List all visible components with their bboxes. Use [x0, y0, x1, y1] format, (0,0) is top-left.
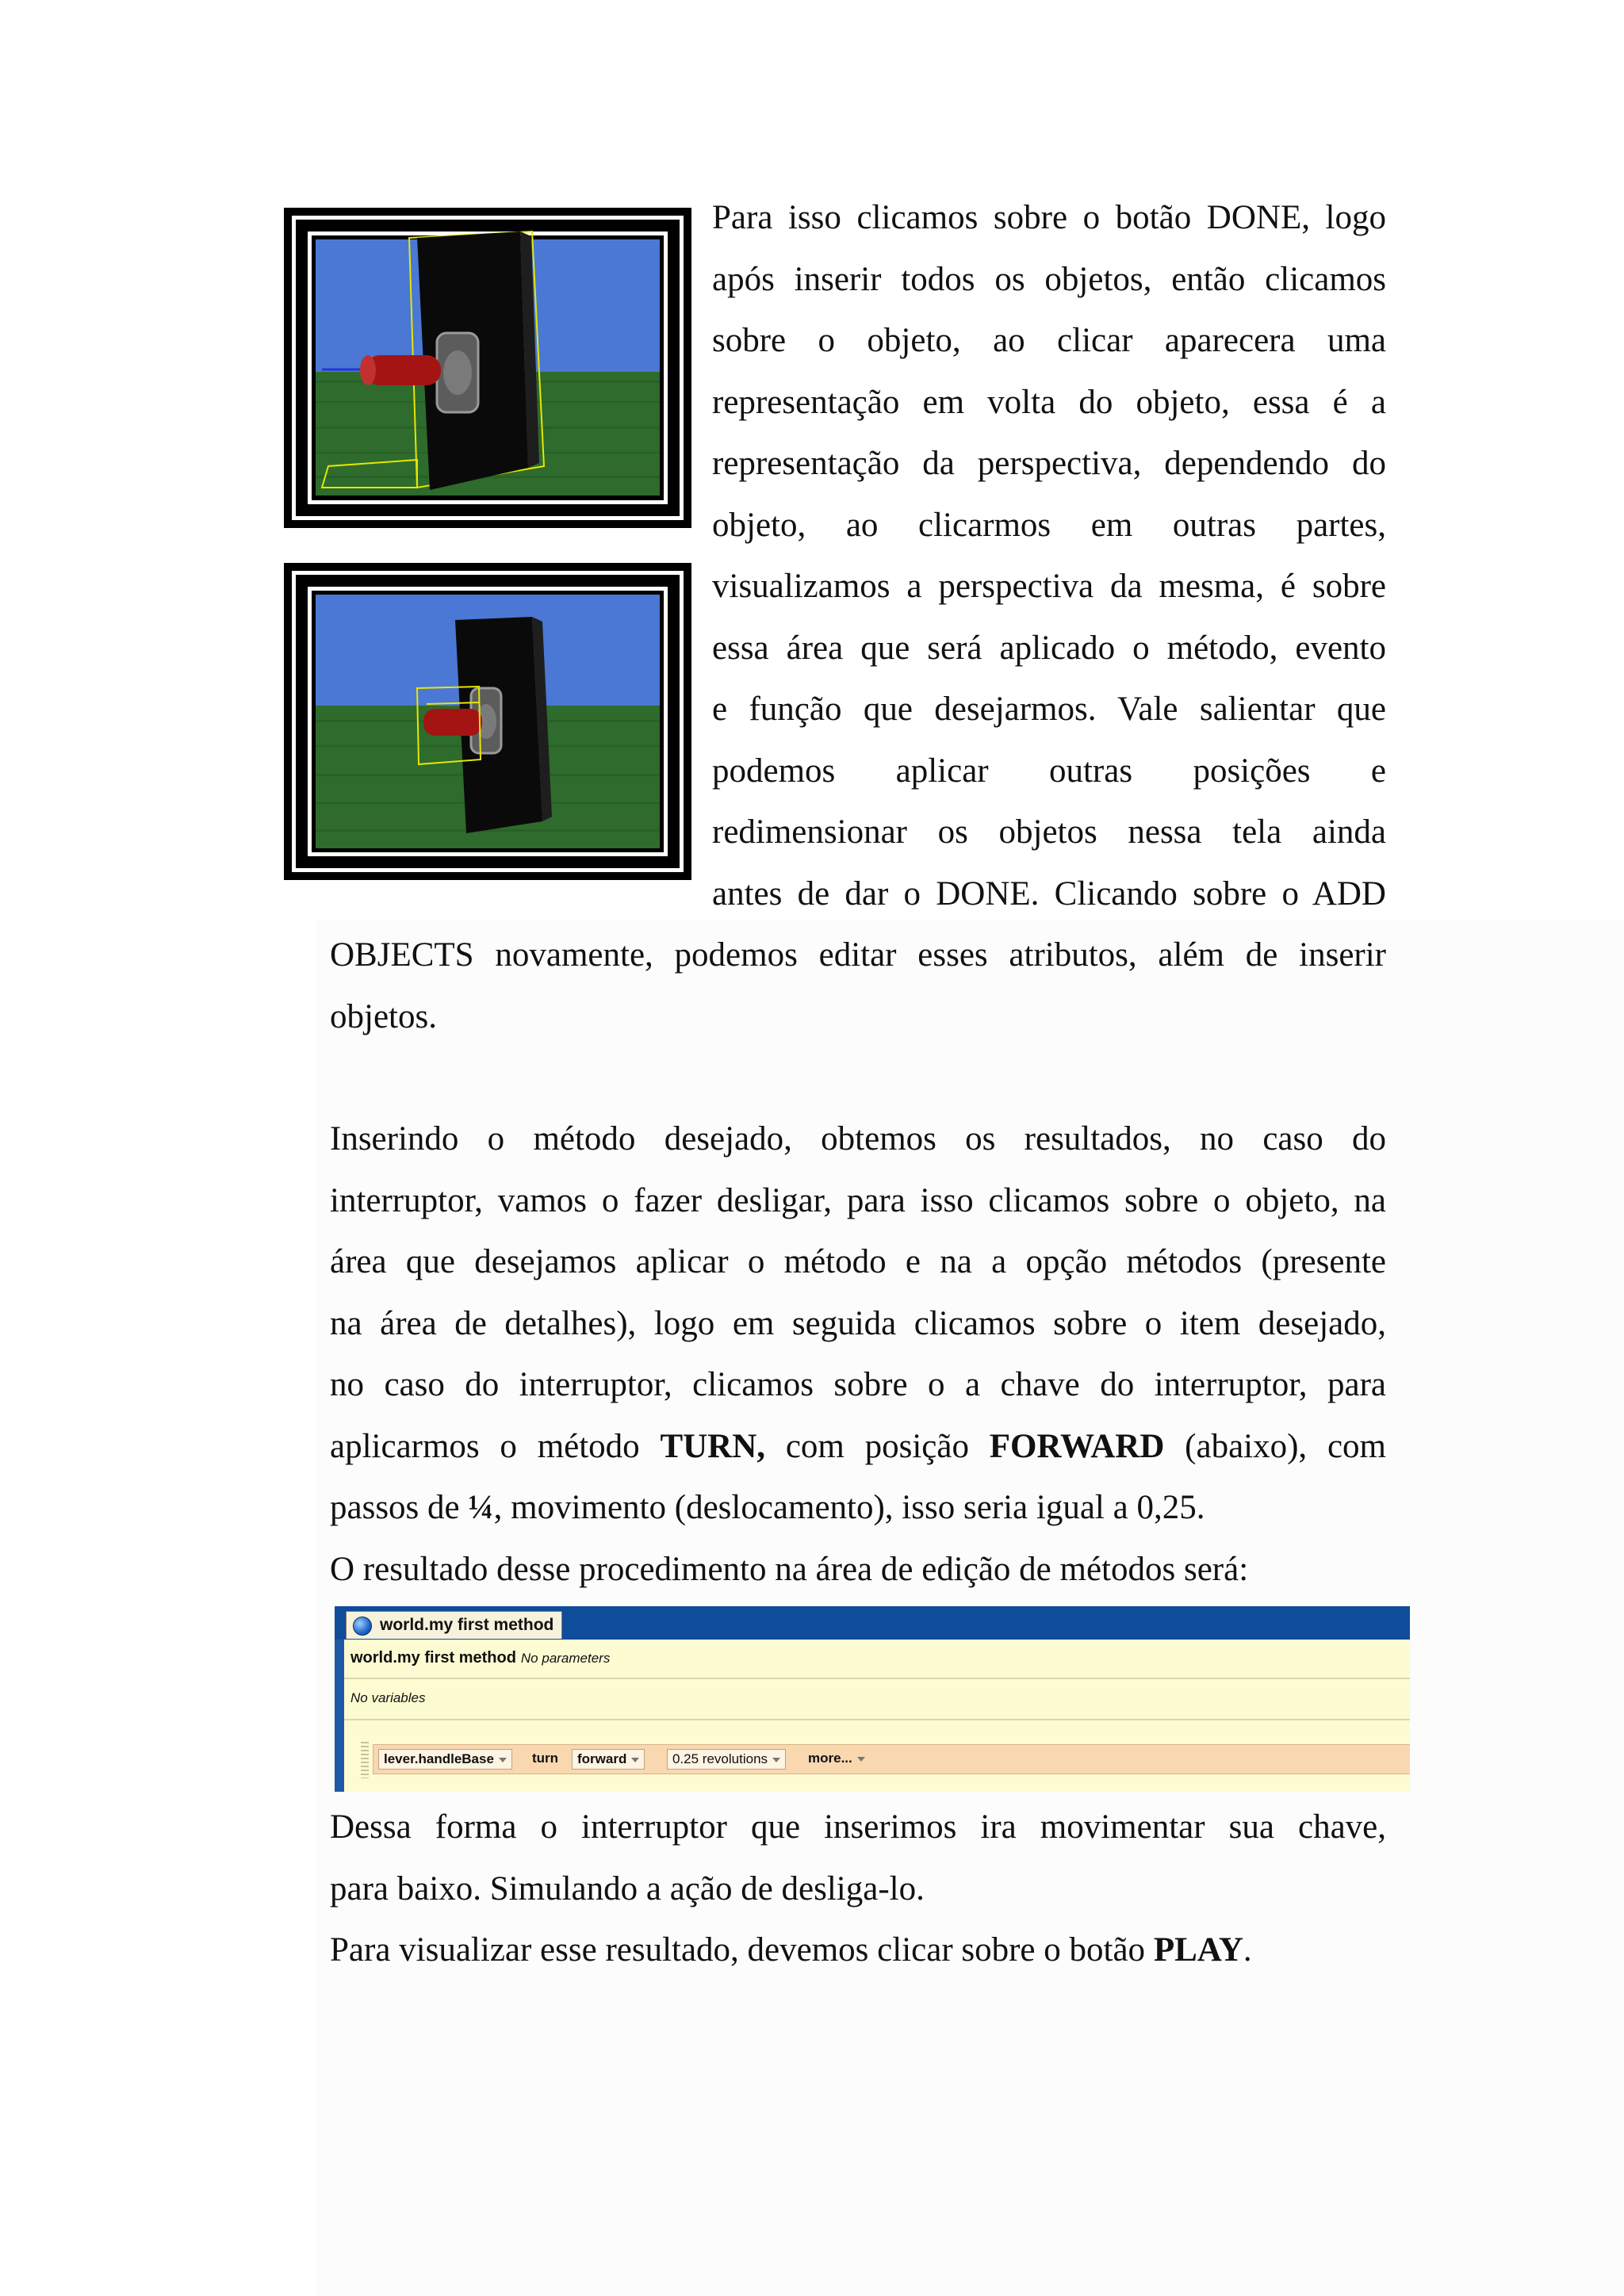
- parameters-label: No parameters: [520, 1651, 611, 1666]
- method-name: turn: [532, 1751, 559, 1766]
- quarter-keyword: ¼: [468, 1489, 494, 1526]
- scene-screenshot-2: [284, 563, 691, 880]
- turn-keyword: TURN,: [660, 1427, 766, 1465]
- method-editor-screenshot: [335, 1606, 1410, 1792]
- text-line: objeto, ao clicarmos em outras partes,: [712, 506, 1386, 544]
- text-line: objetos.: [330, 997, 437, 1035]
- text-line: representação da perspectiva, dependendo do: [712, 445, 1386, 482]
- text-line: antes de dar o DONE. Clicando sobre o ADD: [712, 874, 1386, 913]
- divider: [344, 1678, 1410, 1679]
- text-line: Inserindo o método desejado, obtemos os resultados, no caso do: [330, 1120, 1386, 1158]
- text-line: área que desejamos aplicar o método e na a opção métodos (presente: [330, 1243, 1386, 1280]
- intro-paragraph-continued: [330, 924, 1386, 1047]
- text-line: Para isso clicamos sobre o botão DONE, logo: [712, 199, 1386, 236]
- editor-body: [344, 1640, 1410, 1792]
- drag-handle[interactable]: [361, 1742, 369, 1778]
- direction-dropdown[interactable]: forward: [572, 1749, 645, 1770]
- more-dropdown[interactable]: more...: [808, 1749, 865, 1768]
- text-line: Para visualizar esse resultado, devemos clicar sobre o botão PLAY.: [330, 1931, 1252, 1969]
- text-line: e função que desejarmos. Vale salientar que: [712, 691, 1386, 728]
- chevron-down-icon: [499, 1758, 507, 1762]
- text-line: interruptor, vamos o fazer desligar, para isso clicamos sobre o objeto, na: [330, 1181, 1386, 1219]
- text-line: redimensionar os objetos nessa tela ainda: [712, 813, 1386, 851]
- globe-icon: [353, 1617, 372, 1636]
- forward-keyword: FORWARD: [989, 1427, 1165, 1465]
- tab-label: world.my first method: [380, 1616, 554, 1634]
- text-line: aplicarmos o método TURN, com posição FORWARD (abaixo), com: [330, 1427, 1386, 1465]
- text-line: podemos aplicar outras posições e: [712, 752, 1386, 790]
- text-line: O resultado desse procedimento na área de edição de métodos será:: [330, 1550, 1249, 1588]
- switch-scene-image-1: [290, 214, 685, 522]
- scene-screenshot-1: [284, 208, 691, 528]
- text-line: após inserir todos os objetos, então clicamos: [712, 260, 1386, 298]
- text-line: representação em volta do objeto, essa é a: [712, 383, 1386, 421]
- play-keyword: PLAY: [1153, 1931, 1243, 1969]
- chevron-down-icon: [857, 1757, 865, 1762]
- text-line: na área de detalhes), logo em seguida clicamos sobre o item desejado,: [330, 1304, 1386, 1342]
- method-paragraph: [330, 1108, 1386, 1600]
- text-line: sobre o objeto, ao clicar aparecera uma: [712, 322, 1386, 359]
- editor-tab-bar: [335, 1606, 1410, 1640]
- switch-scene-image-2: [290, 569, 685, 874]
- turn-statement[interactable]: [373, 1744, 1410, 1774]
- result-paragraph: [330, 1797, 1386, 1981]
- chevron-down-icon: [772, 1758, 780, 1762]
- divider: [344, 1719, 1410, 1720]
- text-line: Dessa forma o interruptor que inserimos ira movimentar sua chave,: [330, 1808, 1386, 1846]
- text-line: OBJECTS novamente, podemos editar esses atributos, além de inserir: [330, 936, 1386, 974]
- text-line: no caso do interruptor, clicamos sobre o a chave do interruptor, para: [330, 1366, 1386, 1403]
- text-line: para baixo. Simulando a ação de desliga-lo.: [330, 1869, 925, 1908]
- text-line: visualizamos a perspectiva da mesma, é sobre: [712, 568, 1386, 605]
- text-line: essa área que será aplicado o método, evento: [712, 629, 1386, 667]
- variables-label: No variables: [350, 1690, 426, 1705]
- chevron-down-icon: [631, 1758, 639, 1762]
- text-line: passos de ¼, movimento (deslocamento), isso seria igual a 0,25.: [330, 1489, 1205, 1526]
- tab-world-my-first-method[interactable]: [346, 1611, 562, 1639]
- method-signature: world.my first method No parameters: [350, 1649, 611, 1667]
- intro-paragraph: [712, 187, 1386, 924]
- amount-dropdown[interactable]: 0.25 revolutions: [667, 1749, 786, 1770]
- object-dropdown[interactable]: lever.handleBase: [378, 1749, 512, 1770]
